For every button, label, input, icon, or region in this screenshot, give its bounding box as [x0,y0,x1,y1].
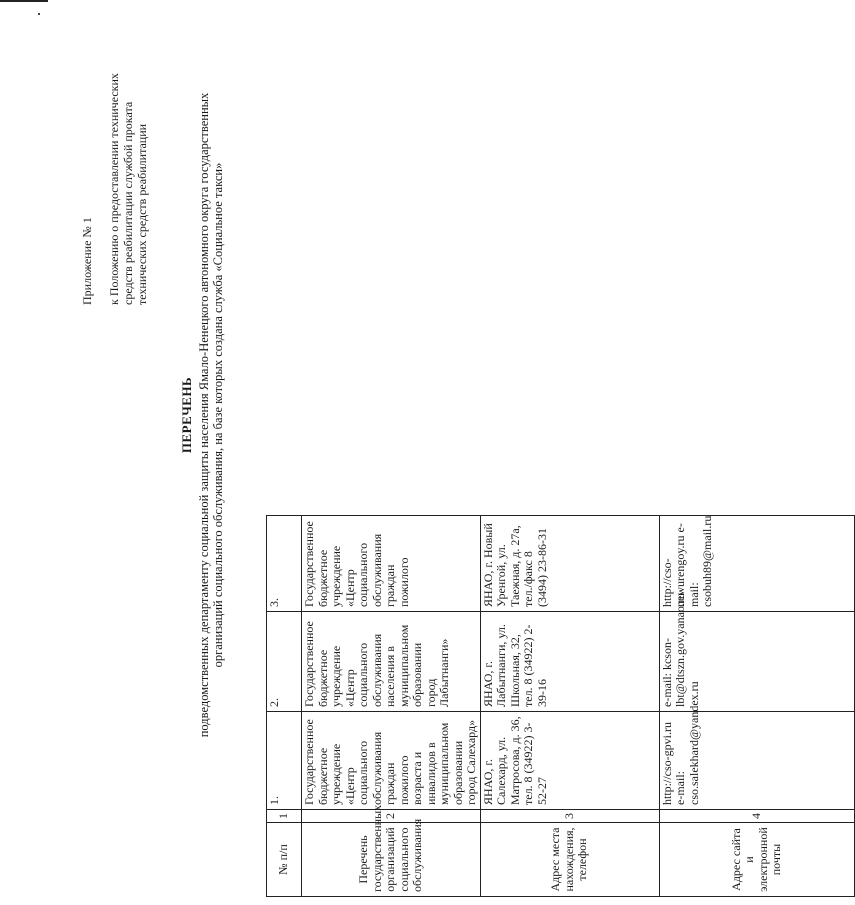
table-cell-contacts: e-mail: kcson-lbt@dtszn.gov.yanao.ru [659,612,854,712]
table-cell-num: 1. [267,712,302,810]
document-title: ПЕРЕЧЕНЬ [179,376,194,454]
table-cell-org: Государственное бюджетное учреждение «Центр социального обслуживания граждан пожилого [302,516,481,612]
column-number-cell: 2 [302,810,481,823]
field-band [267,516,302,897]
document-heading [180,75,226,755]
table-cell-org: Государственное бюджетное учреждение «Центр социального обслуживания граждан пожилого возраста и инвалидов в муниципальном образовании город Салехард» [302,712,481,810]
document-subtitle: подведомственных департаменту социальной защиты населения Ямало-Ненецкого автономного округа государственных организаций социального обслуживания, на базе которых создана служба «Социальное такси» [196,92,225,738]
table-header-cell: Адрес сайта и электронной почты [659,823,854,897]
table-header-cell: № п/п [267,823,302,897]
column-number-cell: 4 [659,810,854,823]
appendix-text: к Положению о предоставлении технических средств реабилитации службой проката технических средств реабилитации [107,73,149,305]
field-band [480,516,659,897]
appendix-title: Приложение № 1 [80,217,94,305]
field-band [302,516,481,897]
organizations-table [266,515,855,897]
table-cell-address: ЯНАО, г. Лабытнанги, ул. Школьная, 32, тел. 8 (34922) 2-39-16 [480,612,659,712]
table-cell-contacts: http://cso-newurengoy.ru e-mail: csobuh89@mail.ru [659,516,854,612]
field-band [659,516,854,897]
column-number-cell: 3 [480,810,659,823]
table-cell-org: Государственное бюджетное учреждение «Центр социального обслуживания населения в муниципальном образовании город Лабытнанги» [302,612,481,712]
table-header-cell: Перечень государственных организаций социального обслуживания [302,823,481,897]
appendix-note [80,45,149,305]
table-cell-contacts: http://cso-gpvi.ru e-mail: cso.salekhard@yandex.ru [659,712,854,810]
table-cell-address: ЯНАО, г. Новый Уренгой, ул. Таежная, д. 27а, тел./факс 8 (3494) 23-86-31 [480,516,659,612]
table-cell-num: 2. [267,612,302,712]
table-cell-num: 3. [267,516,302,612]
table-header-cell: Адрес места нахождения, телефон [480,823,659,897]
table-cell-address: ЯНАО, г. Салехард, ул. Матросова, д. 36, тел. 8 (34922) 3-52-27 [480,712,659,810]
column-number-cell: 1 [267,810,302,823]
